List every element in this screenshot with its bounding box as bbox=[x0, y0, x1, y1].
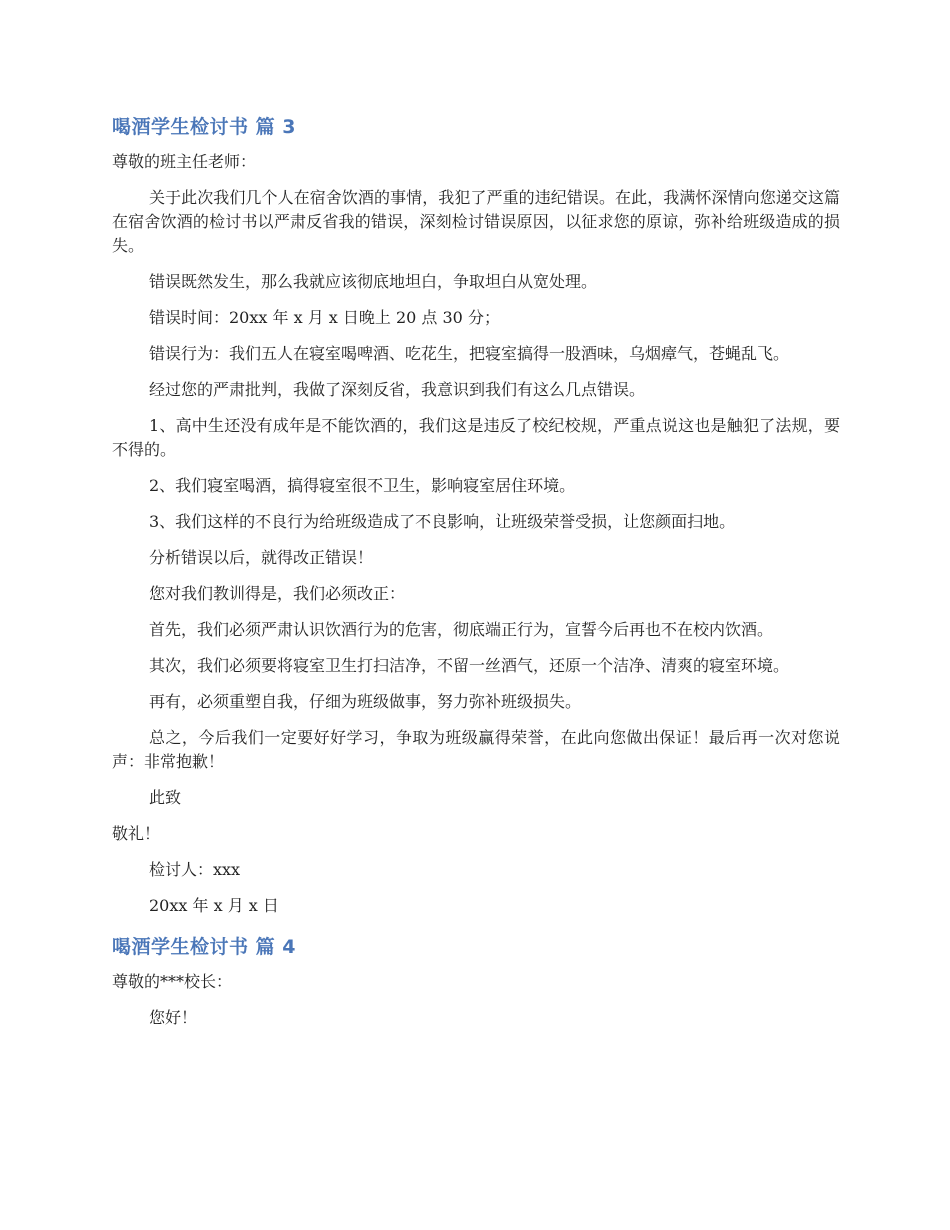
paragraph: 错误既然发生，那么我就应该彻底地坦白，争取坦白从宽处理。 bbox=[149, 272, 598, 291]
salutation: 尊敬的***校长： bbox=[112, 972, 233, 991]
paragraph: 1、高中生还没有成年是不能饮酒的，我们这是违反了校纪校规，严重点说这也是触犯了法规，要不得的。 bbox=[112, 416, 840, 459]
paragraph: 2、我们寝室喝酒，搞得寝室很不卫生，影响寝室居住环境。 bbox=[149, 476, 576, 495]
paragraph: 经过您的严肃批判，我做了深刻反省，我意识到我们有这么几点错误。 bbox=[149, 380, 646, 399]
salutation: 尊敬的班主任老师： bbox=[112, 152, 257, 171]
paragraph: 您对我们教训得是，我们必须改正： bbox=[149, 584, 406, 603]
section-heading: 喝酒学生检讨书 篇 4 bbox=[112, 936, 296, 958]
document-page bbox=[112, 114, 840, 1046]
section-3 bbox=[112, 114, 840, 918]
paragraph: 首先，我们必须严肃认识饮酒行为的危害，彻底端正行为，宣誓今后再也不在校内饮酒。 bbox=[149, 620, 774, 639]
paragraph: 分析错误以后，就得改正错误！ bbox=[149, 548, 374, 567]
closing-salute: 敬礼！ bbox=[112, 824, 161, 843]
date: 20xx 年 x 月 x 日 bbox=[149, 896, 279, 915]
paragraph: 错误行为：我们五人在寝室喝啤酒、吃花生，把寝室搞得一股酒味，乌烟瘴气，苍蝇乱飞。 bbox=[149, 344, 790, 363]
section-heading: 喝酒学生检讨书 篇 3 bbox=[112, 116, 296, 138]
paragraph: 3、我们这样的不良行为给班级造成了不良影响，让班级荣誉受损，让您颜面扫地。 bbox=[149, 512, 736, 531]
paragraph: 总之，今后我们一定要好好学习，争取为班级赢得荣誉，在此向您做出保证！最后再一次对您说声：非常抱歉！ bbox=[112, 728, 840, 771]
greeting: 您好！ bbox=[149, 1008, 198, 1027]
paragraph: 关于此次我们几个人在宿舍饮酒的事情，我犯了严重的违纪错误。在此，我满怀深情向您递交这篇在宿舍饮酒的检讨书以严肃反省我的错误，深刻检讨错误原因，以征求您的原谅，弥补给班级造成的损失。 bbox=[112, 188, 840, 255]
paragraph: 再有，必须重塑自我，仔细为班级做事，努力弥补班级损失。 bbox=[149, 692, 582, 711]
paragraph: 错误时间：20xx 年 x 月 x 日晚上 20 点 30 分； bbox=[149, 308, 500, 327]
closing-line: 此致 bbox=[149, 788, 182, 807]
signer: 检讨人：xxx bbox=[149, 860, 241, 879]
section-4 bbox=[112, 934, 840, 1030]
paragraph: 其次，我们必须要将寝室卫生打扫洁净，不留一丝酒气，还原一个洁净、清爽的寝室环境。 bbox=[149, 656, 790, 675]
